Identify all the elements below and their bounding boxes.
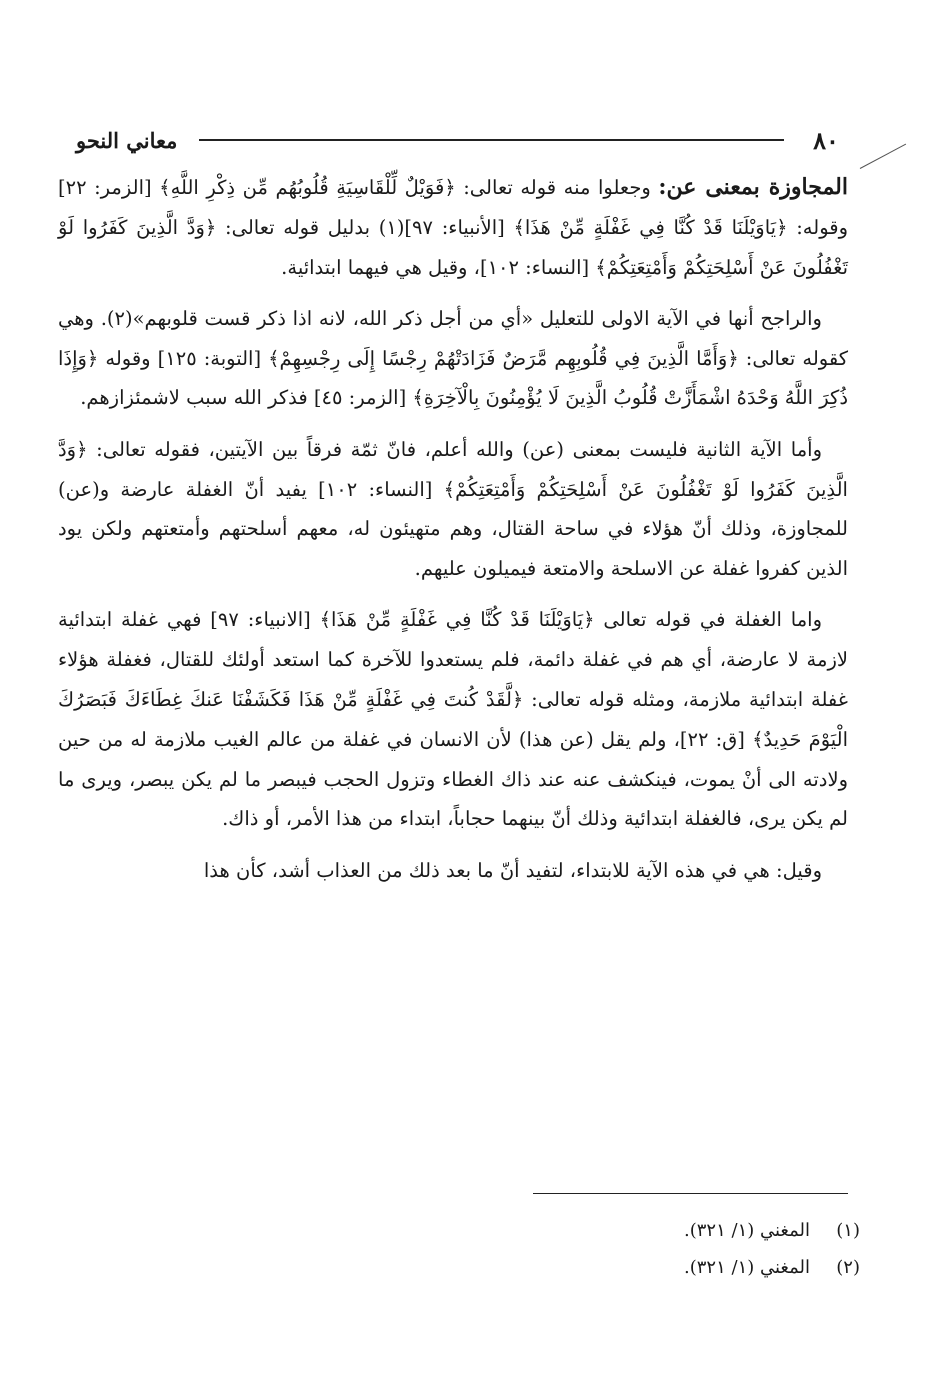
- paragraph-text: وجعلوا منه قوله تعالى: ﴿فَوَيْلٌ لِّلْقَاسِيَةِ قُلُوبُهُم مِّن ذِكْرِ اللَّهِ﴾ [الزمر: ٢٢] وقوله: ﴿يَاوَيْلَنَا قَدْ كُنَّا فِي غَفْلَةٍ مِّنْ هَذَا﴾ [الأنبياء: ٩٧](١) بدليل قوله تعالى: ﴿وَدَّ الَّذِينَ كَفَرُوا لَوْ تَغْفُلُونَ عَنْ أَسْلِحَتِكُمْ وَأَمْتِعَتِكُمْ﴾ [النساء: ١٠٢]، وقيل هي فيهما ابتدائية.: [58, 176, 849, 279]
- paragraph-text: واما الغفلة في قوله تعالى ﴿يَاوَيْلَنَا قَدْ كُنَّا فِي غَفْلَةٍ مِّنْ هَذَا﴾ [الانبياء: ٩٧] فهي غفلة ابتدائية لازمة لا عارضة، أي هم في غفلة دائمة، فلم يستعدوا للآخرة كما استعد أولئك للقتال، فغفلة هؤلاء غفلة ابتدائية ملازمة، ومثله قوله تعالى: ﴿لَّقَدْ كُنتَ فِي غَفْلَةٍ مِّنْ هَذَا فَكَشَفْنَا عَنكَ غِطَاءَكَ فَبَصَرُكَ الْيَوْمَ حَدِيدٌ﴾ [ق: ٢٢]، ولم يقل (عن هذا) لأن الانسان في غفلة من عالم الغيب ملازمة له من حين ولادته الى أنْ يموت، فينكشف عنه عند ذاك الغطاء وتزول الحجب فيبصر ما لم يكن يبصر، ويرى ما لم يكن يرى، فالغفلة ابتدائية وذلك أنّ بينهما حجاباً، ابتداء من هذا الأمر، أو ذاك.: [58, 608, 849, 831]
- footnote-separator: [533, 1193, 848, 1194]
- paragraph-1: [58, 168, 848, 287]
- scan-mark: [860, 144, 906, 169]
- footnote-item: [540, 1249, 860, 1286]
- paragraph-text: وقيل: هي في هذه الآية للابتداء، لتفيد أنّ ما بعد ذلك من العذاب أشد، كأن هذا: [203, 858, 822, 882]
- footnote-text: المغني (١/ ٣٢١).: [684, 1220, 810, 1241]
- section-lead: المجاوزة بمعنى عن:: [658, 174, 848, 200]
- paragraph-4: [58, 600, 848, 839]
- body-text: [58, 168, 848, 902]
- page-number: ٨٠: [813, 125, 839, 155]
- running-title: معاني النحو: [76, 127, 178, 153]
- header-rule: [199, 139, 784, 141]
- footnote-text: المغني (١/ ٣٢١).: [684, 1257, 810, 1278]
- paragraph-2: [58, 299, 848, 418]
- paragraph-5: [58, 851, 848, 891]
- paragraph-text: والراجح أنها في الآية الاولى للتعليل «أي من أجل ذكر الله، لانه اذا ذكر قست قلوبهم»(٢). وهي كقوله تعالى: ﴿وَأَمَّا الَّذِينَ فِي قُلُوبِهِم مَّرَضٌ فَزَادَتْهُمْ رِجْسًا إِلَى رِجْسِهِمْ﴾ [التوبة: ١٢٥] وقوله ﴿وَإِذَا ذُكِرَ اللَّهُ وَحْدَهُ اشْمَأَزَّتْ قُلُوبُ الَّذِينَ لَا يُؤْمِنُونَ بِالْآخِرَةِ﴾ [الزمر: ٤٥] فذكر الله سبب لاشمئزازهم.: [58, 306, 848, 410]
- footnote-item: [540, 1212, 860, 1249]
- footnote-number: (٢): [836, 1257, 860, 1278]
- page-header: [76, 120, 846, 160]
- paragraph-text: وأما الآية الثانية فليست بمعنى (عن) والله أعلم، فانّ ثمّة فرقاً بين الآيتين، فقوله تعالى: ﴿وَدَّ الَّذِينَ كَفَرُوا لَوْ تَغْفُلُونَ عَنْ أَسْلِحَتِكُمْ وَأَمْتِعَتِكُمْ﴾ [النساء: ١٠٢] يفيد أنّ الغفلة عارضة و(عن) للمجاوزة، وذلك أنّ هؤلاء في ساحة القتال، وهم متهيئون له، معهم أسلحتهم وأمتعتهم ولكن يود الذين كفروا غفلة عن الاسلحة والامتعة فيميلون عليهم.: [58, 437, 848, 581]
- paragraph-3: [58, 430, 848, 589]
- footnote-number: (١): [836, 1220, 860, 1241]
- footnotes: [540, 1212, 860, 1286]
